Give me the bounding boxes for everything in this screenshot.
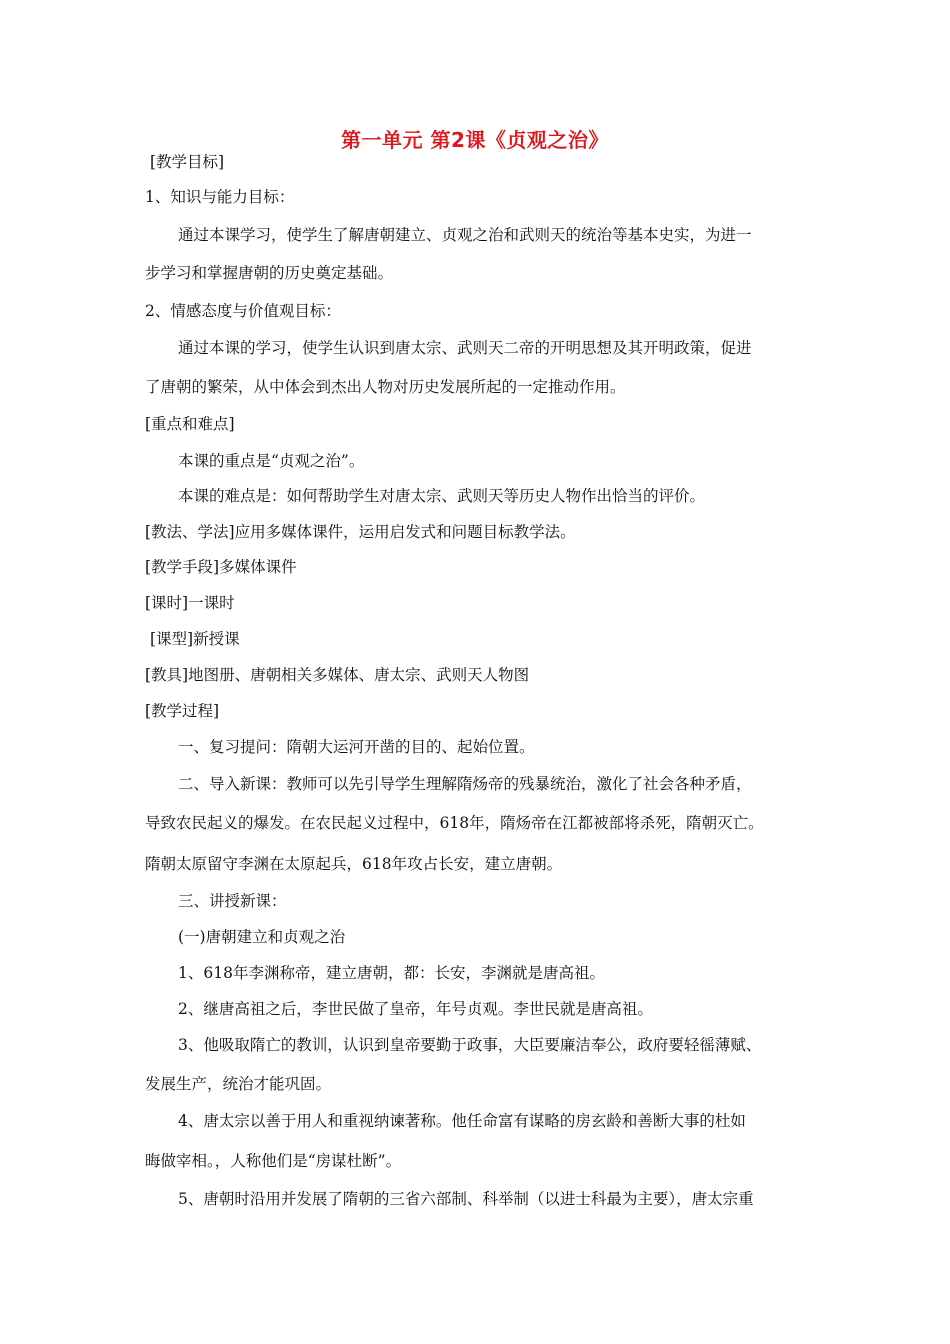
paragraph: 2、情感态度与价值观目标： [145,302,341,320]
paragraph: [教法、学法]应用多媒体课件，运用启发式和问题目标教学法。 [145,523,576,541]
paragraph: 本课的难点是：如何帮助学生对唐太宗、武则天等历史人物作出恰当的评价。 [178,487,706,505]
section-heading-key-points: [重点和难点] [145,415,235,433]
paragraph: 三、讲授新课： [178,892,287,910]
paragraph: 步学习和掌握唐朝的历史奠定基础。 [145,264,394,282]
paragraph: 4、唐太宗以善于用人和重视纳谏著称。他任命富有谋略的房玄龄和善断大事的杜如 [178,1112,746,1130]
paragraph: 本课的重点是“贞观之治”。 [178,452,365,470]
paragraph: 1、618年李渊称帝，建立唐朝，都：长安，李渊就是唐高祖。 [178,964,605,982]
paragraph: 通过本课的学习，使学生认识到唐太宗、武则天二帝的开明思想及其开明政策，促进 [178,339,752,357]
paragraph: 发展生产，统治才能巩固。 [145,1075,332,1093]
paragraph: 5、唐朝时沿用并发展了隋朝的三省六部制、科举制（以进士科最为主要），唐太宗重 [178,1190,754,1208]
paragraph: 二、导入新课：教师可以先引导学生理解隋炀帝的残暴统治，激化了社会各种矛盾， [178,775,752,793]
paragraph: 3、他吸取隋亡的教训，认识到皇帝要勤于政事，大臣要廉洁奉公，政府要轻徭薄赋、 [178,1036,762,1054]
section-heading-teaching-process: [教学过程] [145,702,220,720]
paragraph: 通过本课学习，使学生了解唐朝建立、贞观之治和武则天的统治等基本史实，为进一 [178,226,752,244]
paragraph: [教学手段]多媒体课件 [145,558,297,576]
paragraph: 1、知识与能力目标： [145,188,295,206]
paragraph: 导致农民起义的爆发。在农民起义过程中，618年，隋炀帝在江都被部将杀死，隋朝灭亡。 [145,814,764,832]
paragraph: 晦做宰相。，人称他们是“房谋杜断”。 [145,1152,402,1170]
paragraph: [教具]地图册、唐朝相关多媒体、唐太宗、武则天人物图 [145,666,530,684]
document-title: 第一单元 第2课《贞观之治》 [341,128,609,152]
section-heading-teaching-goals: [教学目标] [150,153,225,171]
paragraph: 了唐朝的繁荣，从中体会到杰出人物对历史发展所起的一定推动作用。 [145,378,626,396]
paragraph: (一)唐朝建立和贞观之治 [178,928,346,946]
paragraph: [课型]新授课 [150,630,240,648]
paragraph: [课时]一课时 [145,594,235,612]
paragraph: 一、复习提问：隋朝大运河开凿的目的、起始位置。 [178,738,535,756]
paragraph: 隋朝太原留守李渊在太原起兵，618年攻占长安，建立唐朝。 [145,855,563,873]
paragraph: 2、继唐高祖之后，李世民做了皇帝，年号贞观。李世民就是唐高祖。 [178,1000,653,1018]
